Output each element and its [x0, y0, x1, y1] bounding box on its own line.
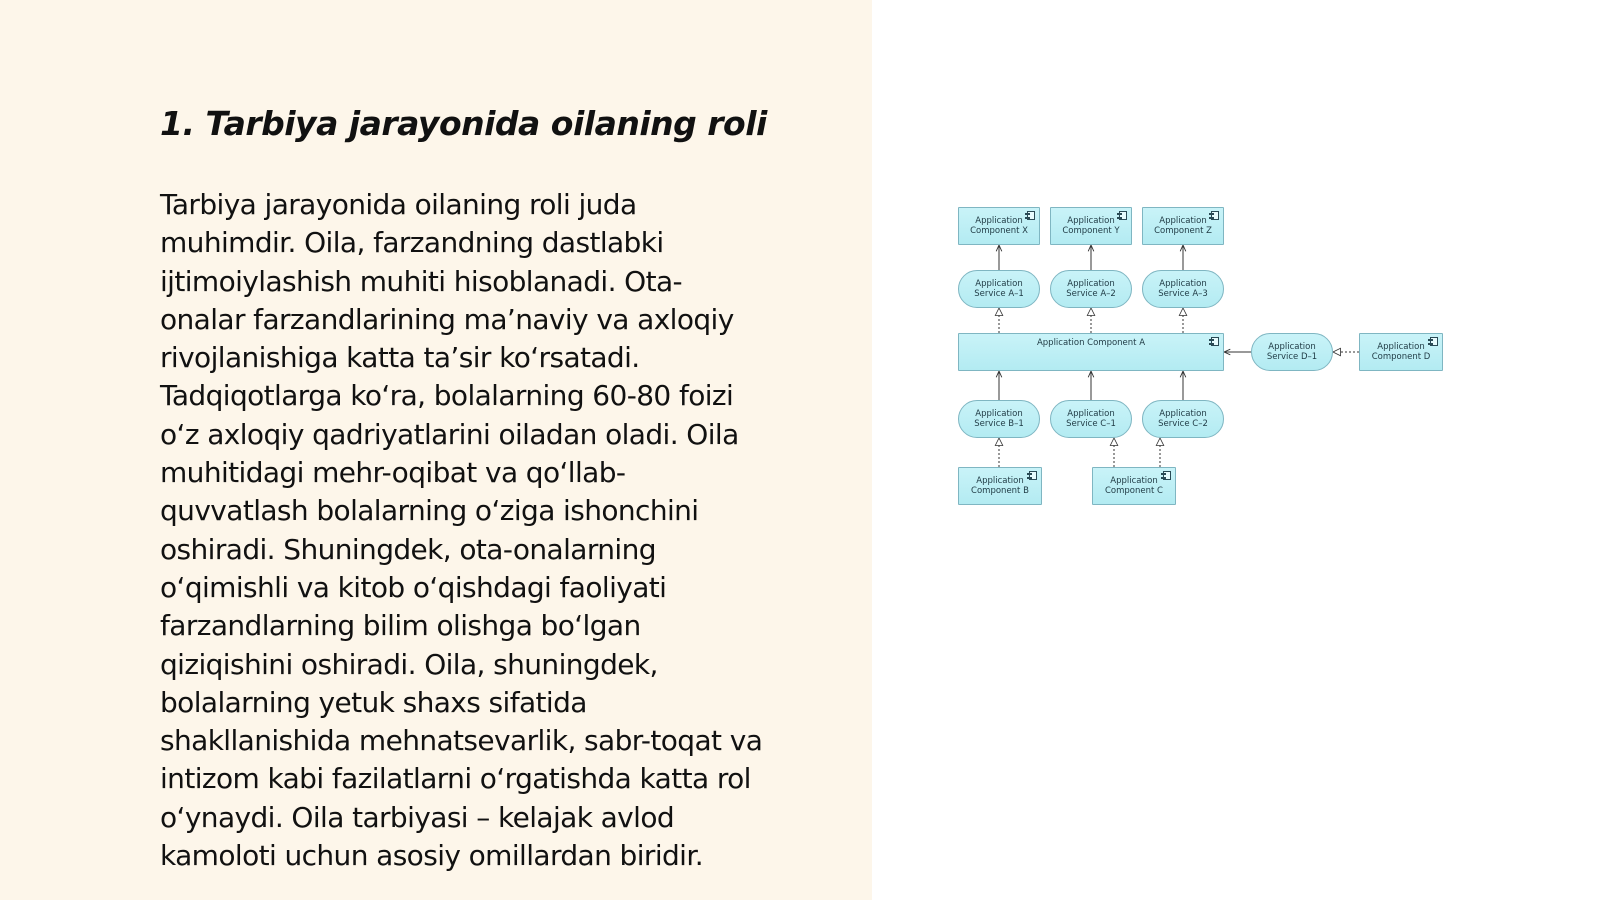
node-label: Component Z	[1154, 226, 1212, 236]
body-line: o‘ynaydi. Oila tarbiyasi – kelajak avlod	[160, 800, 675, 834]
body-line: Tarbiya jarayonida oilaning roli juda	[160, 188, 637, 221]
application-component-b	[958, 467, 1042, 505]
application-service-a1	[958, 270, 1040, 308]
application-service-a3	[1142, 270, 1224, 308]
application-component-a	[958, 333, 1224, 371]
body-line: o‘qimishli va kitob o‘qishdagi faoliyati	[160, 570, 667, 604]
body-line: muhimdir. Oila, farzandning dastlabki	[160, 226, 664, 260]
application-component-c	[1092, 467, 1176, 505]
application-component-d	[1359, 333, 1443, 371]
node-label: Application	[1159, 279, 1207, 289]
node-label: Application	[1067, 279, 1115, 289]
node-label: Application	[1268, 342, 1316, 352]
node-label: Service C–1	[1066, 419, 1116, 429]
node-label: Application	[975, 279, 1023, 289]
component-icon	[1027, 211, 1035, 220]
node-label: Application	[976, 476, 1024, 486]
node-label: Service A–1	[974, 289, 1024, 299]
body-line: quvvatlash bolalarning o‘ziga ishonchini	[160, 494, 699, 528]
node-label: Application	[1110, 476, 1158, 486]
component-icon	[1029, 471, 1037, 480]
node-label: Component B	[971, 486, 1029, 496]
architecture-diagram	[950, 202, 1450, 512]
body-line: rivojlanishiga katta ta’sir ko‘rsatadi.	[160, 341, 640, 375]
component-icon	[1119, 211, 1127, 220]
application-service-b1	[958, 400, 1040, 438]
node-label: Application	[1067, 216, 1115, 226]
body-line: o‘z axloqiy qadriyatlarini oiladan oladi. Oila	[160, 417, 739, 451]
component-icon	[1163, 471, 1171, 480]
component-icon	[1211, 211, 1219, 220]
node-label: Application	[975, 409, 1023, 419]
application-component-x	[958, 207, 1040, 245]
application-service-c1	[1050, 400, 1132, 438]
body-line: kamoloti uchun asosiy omillardan biridir.	[160, 839, 703, 873]
application-component-y	[1050, 207, 1132, 245]
application-service-a2	[1050, 270, 1132, 308]
node-label: Application	[1159, 216, 1207, 226]
node-label: Service A–2	[1066, 289, 1116, 299]
node-label: Application	[1067, 409, 1115, 419]
body-line: bolalarning yetuk shaxs sifatida	[160, 685, 587, 719]
node-label: Service C–2	[1158, 419, 1208, 429]
node-label: Application	[975, 216, 1023, 226]
body-line: Tadqiqotlarga ko‘ra, bolalarning 60-80 foizi	[160, 379, 734, 413]
body-line: oshiradi. Shuningdek, ota-onalarning	[160, 532, 656, 566]
body-line: intizom kabi fazilatlarni o‘rgatishda katta rol	[160, 762, 751, 796]
application-service-d1	[1251, 333, 1333, 371]
node-label: Service B–1	[974, 419, 1024, 429]
node-label: Component X	[970, 226, 1028, 236]
node-label: Component D	[1371, 352, 1431, 362]
node-label: Component Y	[1062, 226, 1120, 236]
node-label: Application	[1377, 342, 1425, 352]
application-service-c2	[1142, 400, 1224, 438]
body-line: qiziqishini oshiradi. Oila, shuningdek,	[160, 647, 658, 681]
body-line: shakllanishida mehnatsevarlik, sabr-toqat va	[160, 724, 763, 758]
body-line: onalar farzandlarining ma’naviy va axloqiy	[160, 302, 734, 336]
slide-body-text	[160, 186, 840, 875]
body-line: farzandlarning bilim olishga bo‘lgan	[160, 609, 641, 643]
node-label: Component C	[1105, 486, 1163, 496]
application-component-z	[1142, 207, 1224, 245]
node-label: Application Component A	[1036, 338, 1146, 348]
body-line: muhitidagi mehr-oqibat va qo‘llab-	[160, 456, 626, 490]
node-label: Application	[1159, 409, 1207, 419]
node-label: Service A–3	[1158, 289, 1208, 299]
component-icon	[1430, 337, 1438, 346]
node-label: Service D–1	[1266, 352, 1318, 362]
body-line: ijtimoiylashish muhiti hisoblanadi. Ota-	[160, 264, 683, 298]
component-icon	[1211, 337, 1219, 346]
slide-title: 1. Tarbiya jarayonida oilaning roli	[160, 104, 767, 143]
